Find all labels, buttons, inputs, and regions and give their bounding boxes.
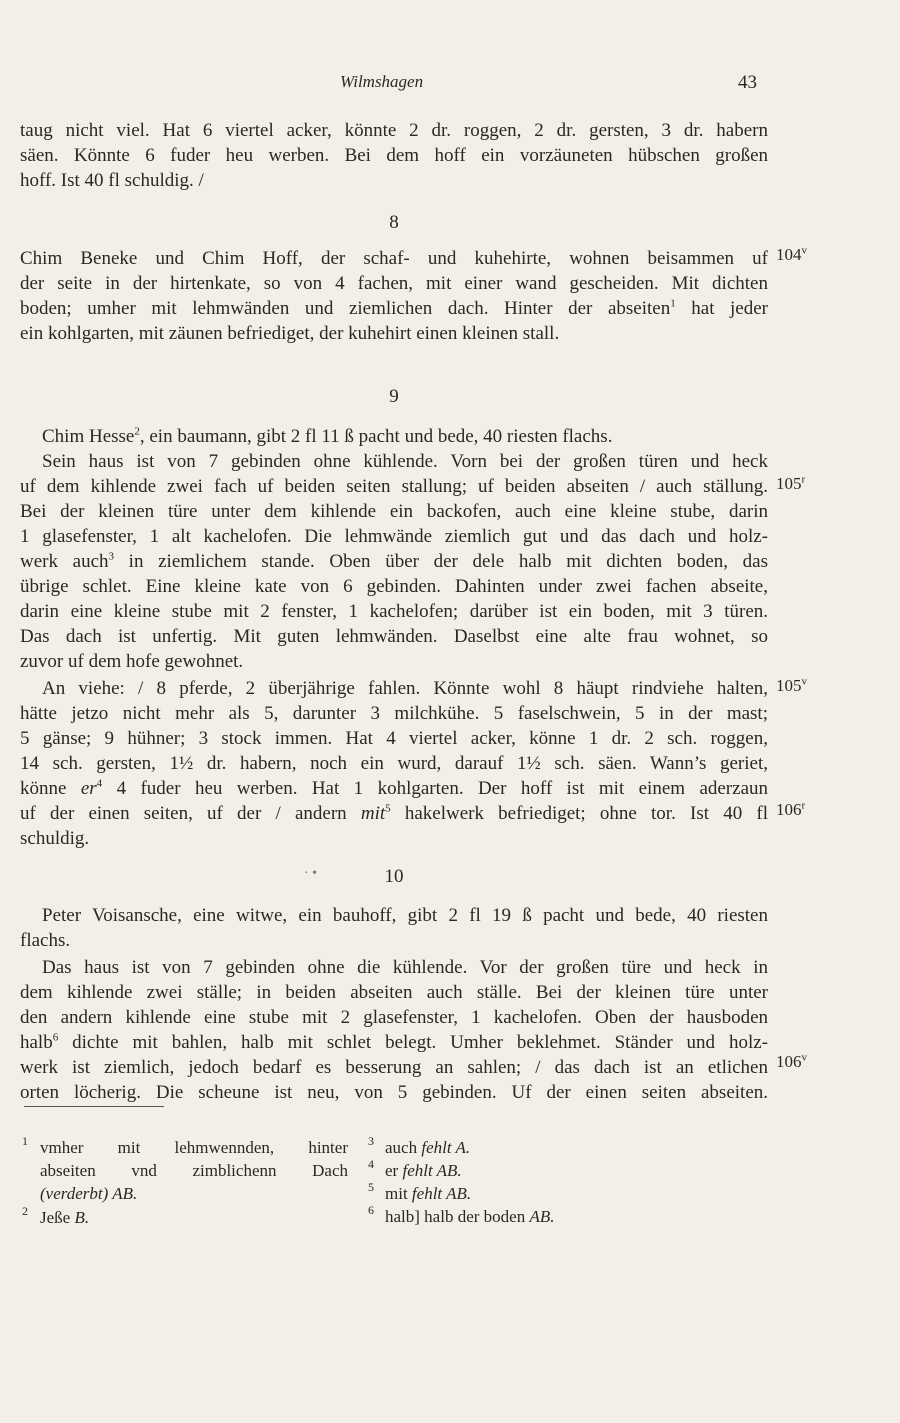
italic-text: mit bbox=[360, 803, 386, 824]
text-run: Bei der kleinen türe unter dem kihlende ein backofen, auch eine kleine stube, darin bbox=[20, 501, 768, 522]
stray-marks: · • bbox=[304, 866, 318, 881]
footnote-number: 5 bbox=[368, 1180, 374, 1194]
footnote-line bbox=[385, 1136, 470, 1159]
text-run: Sein haus ist von 7 gebinden ohne kühlende. Vorn bei der großen türen und heck bbox=[42, 451, 768, 472]
text-run: uf dem kihlende zwei fach uf beiden seiten stallung; uf beiden abseiten / auch ställung. bbox=[20, 476, 768, 497]
italic-text: fehlt AB. bbox=[411, 1184, 472, 1203]
footnote-line bbox=[385, 1159, 462, 1182]
folio-number: 106 bbox=[776, 1052, 802, 1071]
text-run: dichte mit bahlen, halb mit schlet belegt. Umher beklehmet. Ständer und holz- bbox=[58, 1032, 768, 1053]
text-run: 5 gänse; 9 hühner; 3 stock immen. Hat 4 viertel acker, könne 1 dr. 2 sch. roggen, bbox=[20, 728, 768, 749]
text-run: Chim Beneke und Chim Hoff, der schaf- und kuhehirte, wohnen beisammen uf bbox=[20, 248, 768, 269]
text-run: er bbox=[385, 1161, 403, 1180]
folio-number: 105 bbox=[776, 676, 802, 695]
footnote-rule bbox=[24, 1106, 164, 1107]
text-run: zuvor uf dem hofe gewohnet. bbox=[20, 651, 244, 672]
footnote-number: 3 bbox=[368, 1134, 374, 1148]
running-title: Wilmshagen bbox=[340, 72, 424, 91]
text-run: Chim Hesse bbox=[42, 426, 135, 447]
text-line bbox=[20, 980, 768, 1005]
italic-text: fehlt AB. bbox=[402, 1161, 462, 1180]
folio-reference bbox=[776, 474, 805, 494]
text-line bbox=[20, 118, 768, 143]
text-run: uf der einen seiten, uf der / andern bbox=[20, 803, 361, 824]
footnote-ref: 4 bbox=[96, 777, 103, 790]
folio-side: r bbox=[801, 473, 806, 486]
text-line bbox=[20, 271, 768, 296]
text-line bbox=[20, 826, 768, 851]
text-run: ein kohlgarten, mit zäunen befriediget, der kuhehirt einen kleinen stall. bbox=[20, 323, 560, 344]
text-line bbox=[20, 1030, 768, 1055]
footnote-number: 1 bbox=[22, 1134, 28, 1148]
italic-text: (verderbt) AB. bbox=[40, 1184, 138, 1203]
italic-text: B. bbox=[74, 1208, 90, 1227]
text-line bbox=[42, 903, 768, 928]
text-run: Peter Voisansche, eine witwe, ein bauhoff, gibt 2 fl 19 ß pacht und bede, 40 riesten bbox=[42, 905, 768, 926]
text-line bbox=[20, 1055, 768, 1080]
text-run: säen. Könnte 6 fuder heu werben. Bei dem hoff ein vorzäuneten hübschen großen bbox=[20, 145, 768, 166]
text-run: 4 fuder heu werben. Hat 1 kohlgarten. Der hoff ist mit einem aderzaun bbox=[102, 778, 769, 799]
text-run: könne bbox=[20, 778, 81, 799]
text-run: werk auch bbox=[20, 551, 109, 572]
text-line bbox=[42, 955, 768, 980]
text-line bbox=[20, 524, 768, 549]
folio-reference bbox=[776, 800, 805, 820]
folio-reference bbox=[776, 676, 807, 696]
folio-side: v bbox=[801, 244, 807, 257]
folio-side: v bbox=[801, 1051, 807, 1064]
footnote-line bbox=[385, 1205, 554, 1228]
folio-number: 105 bbox=[776, 474, 802, 493]
text-run: hoff. Ist 40 fl schuldig. / bbox=[20, 170, 204, 191]
text-run: mit bbox=[385, 1184, 412, 1203]
folio-number: 104 bbox=[776, 245, 802, 264]
folio-reference bbox=[776, 1052, 807, 1072]
text-run: darin eine kleine stube mit 2 fenster, 1 kachelofen; darüber ist ein boden, mit 3 türen. bbox=[20, 601, 768, 622]
text-line bbox=[20, 599, 768, 624]
text-line bbox=[20, 296, 768, 321]
text-run: den andern kihlende eine stube mit 2 glasefenster, 1 kachelofen. Oben der hausboden bbox=[20, 1007, 768, 1028]
text-line bbox=[20, 624, 768, 649]
section-number: 10 bbox=[384, 866, 404, 887]
text-line bbox=[20, 1080, 768, 1105]
footnote-line bbox=[40, 1182, 137, 1205]
text-line bbox=[20, 1005, 768, 1030]
text-line bbox=[20, 321, 768, 346]
text-run: halb] halb der boden bbox=[385, 1207, 530, 1226]
text-line bbox=[20, 751, 768, 776]
text-run: halb bbox=[20, 1032, 53, 1053]
text-line bbox=[20, 246, 768, 271]
text-line bbox=[20, 726, 768, 751]
text-run: 14 sch. gersten, 1½ dr. habern, noch ein wurd, darauf 1½ sch. säen. Wann’s geriet, bbox=[20, 753, 768, 774]
footnote-number: 4 bbox=[368, 1157, 374, 1171]
footnote-ref: 3 bbox=[108, 550, 115, 563]
text-run: , ein baumann, gibt 2 fl 11 ß pacht und bede, 40 riesten flachs. bbox=[139, 426, 613, 447]
text-run: schuldig. bbox=[20, 828, 90, 849]
text-run: taug nicht viel. Hat 6 viertel acker, könnte 2 dr. roggen, 2 dr. gersten, 3 dr. habern bbox=[20, 120, 768, 141]
folio-side: v bbox=[801, 675, 807, 688]
text-run: hakelwerk befriediget; ohne tor. Ist 40 fl bbox=[390, 803, 768, 824]
text-line bbox=[20, 574, 768, 599]
text-line bbox=[20, 928, 768, 953]
text-run: werk ist ziemlich, jedoch bedarf es besserung an sahlen; / das dach ist an etlichen bbox=[20, 1057, 768, 1078]
text-line bbox=[20, 776, 768, 801]
text-run: vmher mit lehmwennden, hinter bbox=[40, 1138, 348, 1157]
page-number: 43 bbox=[738, 72, 757, 93]
section-number: 8 bbox=[389, 212, 399, 233]
text-line bbox=[20, 649, 768, 674]
text-line bbox=[42, 424, 768, 449]
footnote-ref: 6 bbox=[52, 1031, 59, 1044]
italic-text: fehlt A. bbox=[421, 1138, 471, 1157]
footnote-line bbox=[40, 1159, 348, 1182]
text-line bbox=[20, 549, 768, 574]
text-line bbox=[20, 168, 768, 193]
text-line bbox=[20, 143, 768, 168]
text-run: Das haus ist von 7 gebinden ohne die kühlende. Vor der großen türe und heck in bbox=[42, 957, 768, 978]
folio-side: r bbox=[801, 799, 806, 812]
text-line bbox=[42, 676, 768, 701]
text-run: Das dach ist unfertig. Mit guten lehmwänden. Daselbst eine alte frau wohnet, so bbox=[20, 626, 768, 647]
text-run: boden; umher mit lehmwänden und ziemlichen dach. Hinter der abseiten bbox=[20, 298, 671, 319]
text-run: 1 glasefenster, 1 alt kachelofen. Die lehmwände ziemlich gut und das dach und holz- bbox=[20, 526, 768, 547]
footnote-line bbox=[385, 1182, 471, 1205]
text-run: übrige schlet. Eine kleine kate von 6 gebinden. Dahinten under zwei fachen abseite, bbox=[20, 576, 768, 597]
text-run: Jeße bbox=[40, 1208, 75, 1227]
text-run: in ziemlichem stande. Oben über der dele halb mit dichten boden, das bbox=[114, 551, 768, 572]
text-line bbox=[20, 701, 768, 726]
italic-text: AB. bbox=[529, 1207, 555, 1226]
text-line bbox=[20, 801, 768, 826]
text-run: hat jeder bbox=[675, 298, 769, 319]
folio-reference bbox=[776, 245, 807, 265]
text-run: auch bbox=[385, 1138, 422, 1157]
italic-text: er bbox=[80, 778, 97, 799]
text-run: orten löcherig. Die scheune ist neu, von 5 gebinden. Uf der einen seiten abseiten. bbox=[20, 1082, 768, 1103]
footnote-ref: 5 bbox=[385, 802, 391, 815]
text-run: hätte jetzo nicht mehr als 5, darunter 3 milchkühe. 5 faselschwein, 5 in der mast; bbox=[20, 703, 768, 724]
section-number: 9 bbox=[389, 386, 399, 407]
footnote-line bbox=[40, 1206, 89, 1229]
text-line bbox=[20, 499, 768, 524]
text-run: der seite in der hirtenkate, so von 4 fachen, mit einer wand gescheiden. Mit dichten bbox=[20, 273, 768, 294]
text-run: flachs. bbox=[20, 930, 71, 951]
footnote-ref: 1 bbox=[670, 297, 676, 310]
text-run: An viehe: / 8 pferde, 2 überjährige fahlen. Könnte wohl 8 häupt rindviehe halten, bbox=[42, 678, 768, 699]
footnote-ref: 2 bbox=[134, 425, 140, 438]
folio-number: 106 bbox=[776, 800, 802, 819]
text-line bbox=[20, 474, 768, 499]
footnote-line bbox=[40, 1136, 348, 1159]
footnote-number: 6 bbox=[368, 1203, 374, 1217]
text-run: dem kihlende zwei ställe; in beiden abseiten auch ställe. Bei der kleinen türe unter bbox=[20, 982, 768, 1003]
text-line bbox=[42, 449, 768, 474]
footnote-number: 2 bbox=[22, 1204, 28, 1218]
text-run: abseiten vnd zimblichenn Dach bbox=[40, 1161, 348, 1180]
